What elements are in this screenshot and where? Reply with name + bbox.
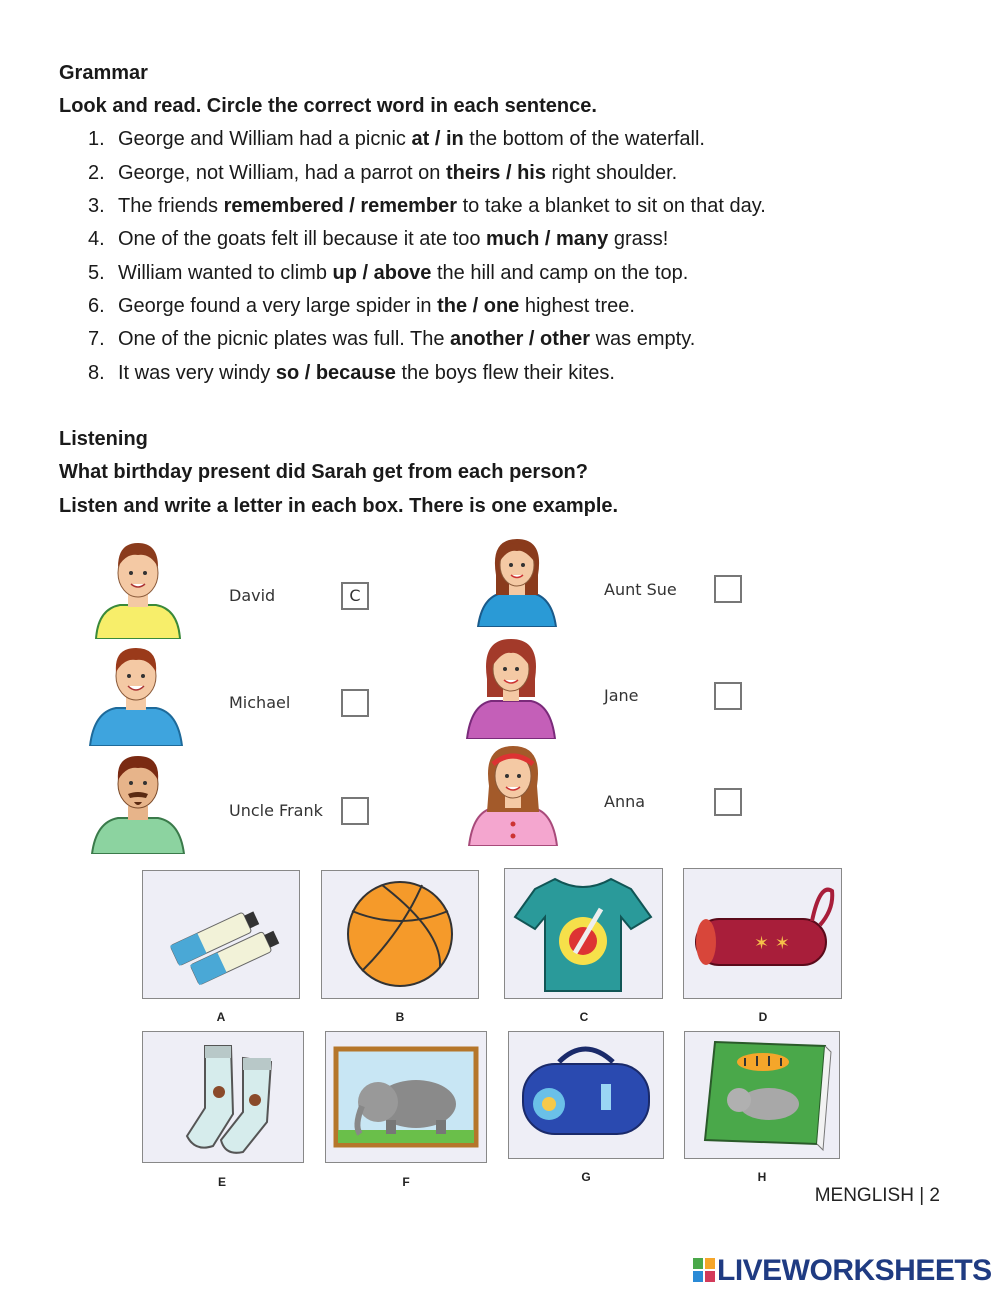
answer-options[interactable]: remembered / remember — [223, 195, 458, 217]
present-letter: A — [216, 1010, 226, 1024]
present-letter: C — [579, 1010, 589, 1024]
present-letter: E — [217, 1175, 226, 1189]
listening-heading: Listening — [59, 428, 148, 450]
grammar-question: 4. One of the goats felt ill because it ate too much / many grass! — [88, 228, 669, 250]
answer-box[interactable] — [341, 797, 369, 825]
person-name: Michael — [229, 693, 291, 712]
liveworksheets-logo: LIVEWORKSHEETS — [693, 1254, 992, 1288]
present-letter: B — [395, 1010, 405, 1024]
animal-book-icon — [685, 1032, 838, 1157]
answer-box[interactable] — [714, 788, 742, 816]
grammar-question: 1. George and William had a picnic at / in the bottom of the waterfall. — [88, 128, 705, 150]
girl-avatar-icon — [465, 742, 561, 846]
grammar-heading: Grammar — [59, 62, 148, 84]
answer-options[interactable]: so / because — [275, 362, 396, 384]
boy-avatar-icon — [88, 535, 188, 639]
person-name: Uncle Frank — [229, 801, 323, 820]
socks-icon — [143, 1032, 302, 1161]
tshirt-icon — [505, 869, 661, 997]
listening-question: What birthday present did Sarah get from each person? — [59, 461, 588, 483]
present-card — [684, 1031, 840, 1159]
basketball-icon — [322, 871, 477, 997]
present-letter: H — [757, 1170, 767, 1184]
person-name: David — [229, 586, 276, 605]
boy-avatar-icon — [86, 642, 186, 746]
sports-bag-icon — [509, 1032, 662, 1157]
woman-avatar-icon — [472, 535, 562, 627]
answer-options[interactable]: up / above — [332, 262, 432, 284]
svg-text:✶ ✶: ✶ ✶ — [754, 933, 790, 954]
present-letter: G — [581, 1170, 591, 1184]
grammar-question: 7. One of the picnic plates was full. The another / other was empty. — [88, 328, 696, 350]
grammar-question: 2. George, not William, had a parrot on theirs / his right shoulder. — [88, 162, 678, 184]
answer-options[interactable]: another / other — [450, 328, 591, 350]
man-avatar-icon — [88, 750, 188, 854]
answer-box[interactable] — [714, 682, 742, 710]
grammar-question: 3. The friends remembered / remember to take a blanket to sit on that day. — [88, 195, 766, 217]
answer-options[interactable]: theirs / his — [445, 162, 546, 184]
present-card — [142, 1031, 304, 1163]
answer-options[interactable]: much / many — [486, 228, 609, 250]
pencil-case-icon — [684, 869, 840, 997]
liveworksheets-logo-icon — [693, 1258, 715, 1282]
person-name: Anna — [604, 792, 646, 811]
listening-instruction: Listen and write a letter in each box. There is one example. — [59, 495, 619, 517]
present-card — [683, 868, 842, 999]
answer-box[interactable] — [341, 689, 369, 717]
person-name: Aunt Sue — [604, 580, 677, 599]
elephant-picture-icon — [326, 1032, 485, 1161]
grammar-question: 6. George found a very large spider in the / one highest tree. — [88, 295, 635, 317]
answer-options[interactable]: the / one — [437, 295, 520, 317]
present-letter: D — [758, 1010, 768, 1024]
present-card — [325, 1031, 487, 1163]
present-card — [504, 868, 663, 999]
paint-tubes-icon — [143, 871, 298, 997]
girl-avatar-icon — [463, 635, 559, 739]
grammar-question: 8. It was very windy so / because the boys flew their kites. — [88, 362, 615, 384]
answer-box[interactable]: C — [341, 582, 369, 610]
present-card — [321, 870, 479, 999]
grammar-question: 5. William wanted to climb up / above the hill and camp on the top. — [88, 262, 689, 284]
page-number: MENGLISH | 2 — [814, 1185, 940, 1206]
present-letter: F — [402, 1175, 410, 1189]
answer-box[interactable] — [714, 575, 742, 603]
grammar-instruction: Look and read. Circle the correct word in each sentence. — [59, 95, 597, 117]
person-name: Jane — [604, 686, 639, 705]
present-card — [508, 1031, 664, 1159]
present-card — [142, 870, 300, 999]
answer-options[interactable]: at / in — [411, 128, 464, 150]
